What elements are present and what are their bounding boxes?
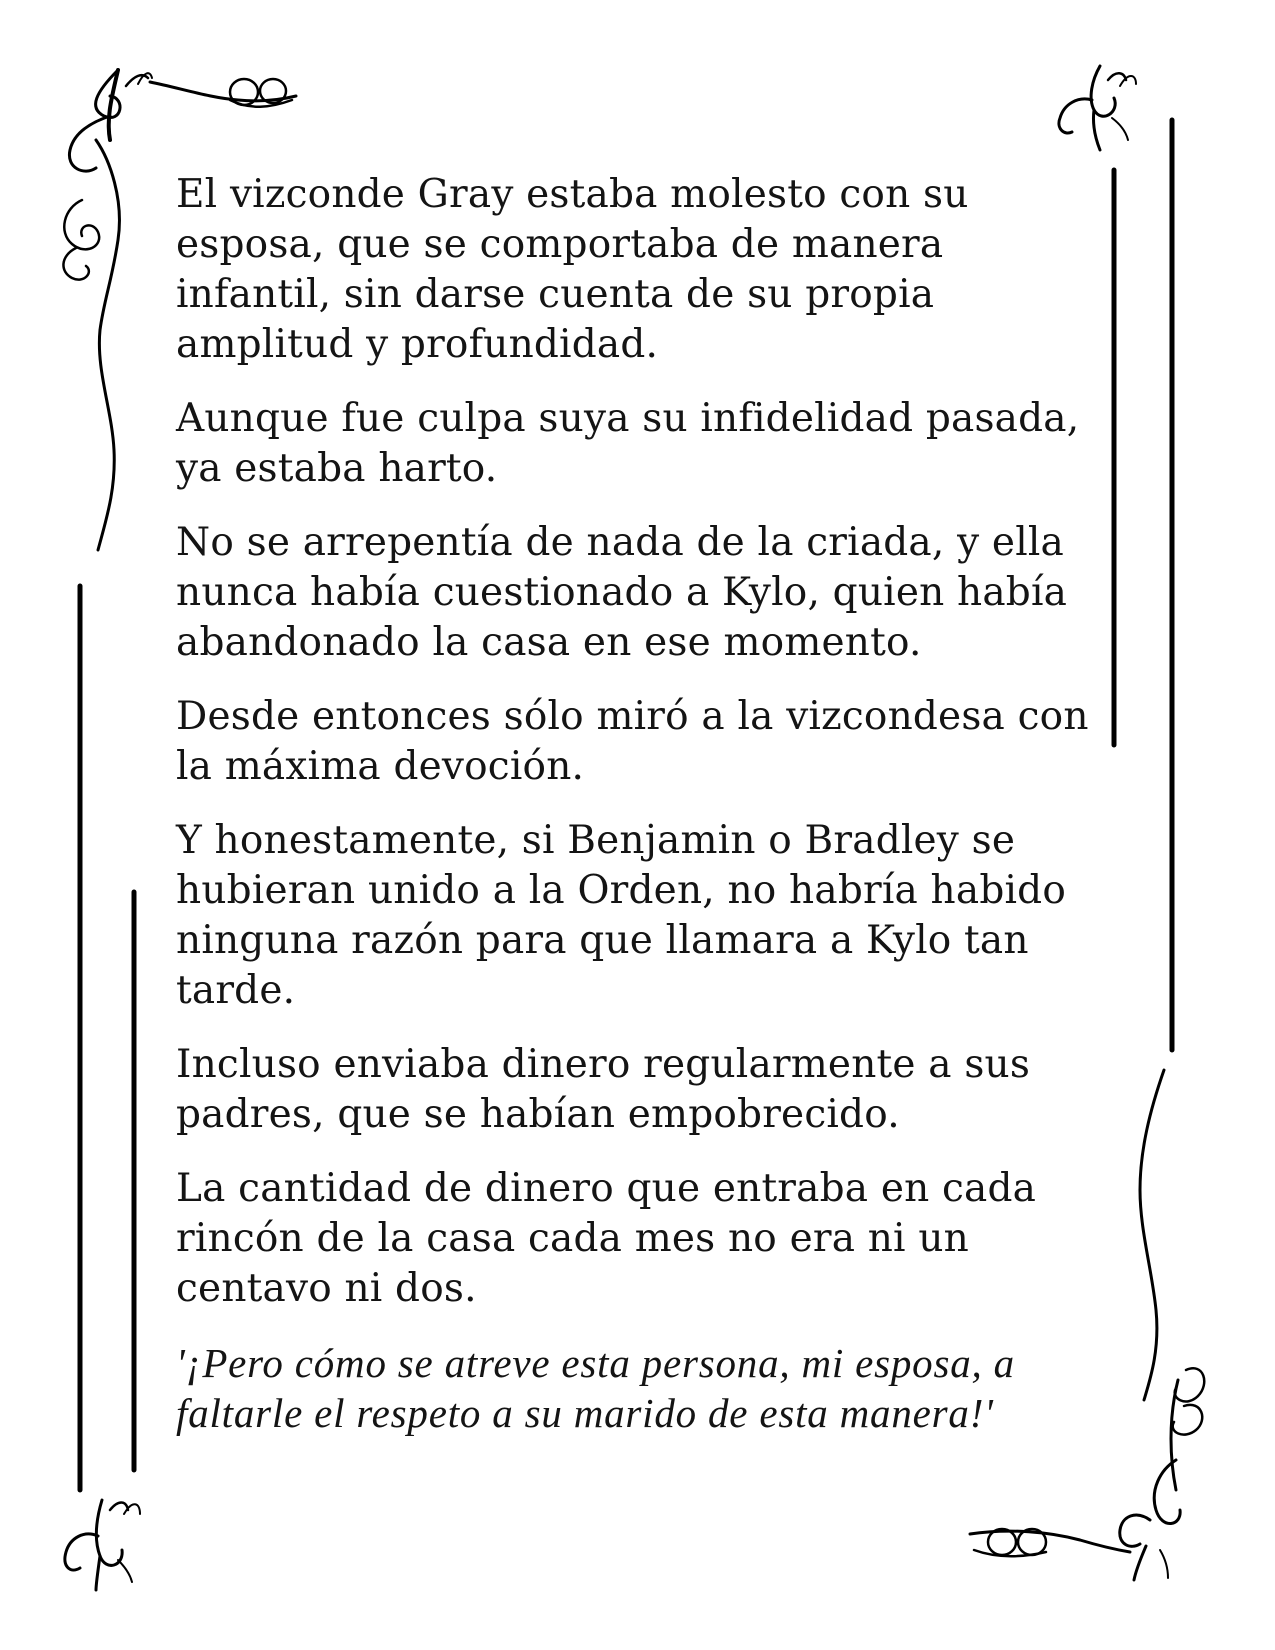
paragraph: Desde entonces sólo miró a la vizcondesa con la máxima devoción. — [176, 694, 1089, 789]
paragraph: La cantidad de dinero que entraba en cada rincón de la casa cada mes no era ni un centavo ni dos. — [176, 1166, 1037, 1311]
top-right-flourish-icon — [1059, 66, 1136, 150]
paragraph: No se arrepentía de nada de la criada, y ella nunca había cuestionado a Kylo, quien había abandonado la casa en ese momento. — [176, 520, 1068, 665]
paragraph: Incluso enviaba dinero regularmente a sus padres, que se habían empobrecido. — [176, 1042, 1031, 1137]
paragraph: Y honestamente, si Benjamin o Bradley se hubieran unido a la Orden, no habría habido ninguna razón para que llamara a Kylo tan tarde. — [176, 818, 1067, 1013]
bottom-left-flourish-icon — [65, 1500, 140, 1590]
paragraph: Aunque fue culpa suya su infidelidad pasada, ya estaba harto. — [176, 396, 1080, 491]
paragraph: El vizconde Gray estaba molesto con su esposa, que se comportaba de manera infantil, sin darse cuenta de su propia amplitud y profundidad. — [176, 172, 969, 367]
quote-paragraph: '¡Pero cómo se atreve esta persona, mi esposa, a faltarle el respeto a su marido de esta manera!' — [176, 1340, 1015, 1436]
body-text — [176, 170, 1096, 1462]
